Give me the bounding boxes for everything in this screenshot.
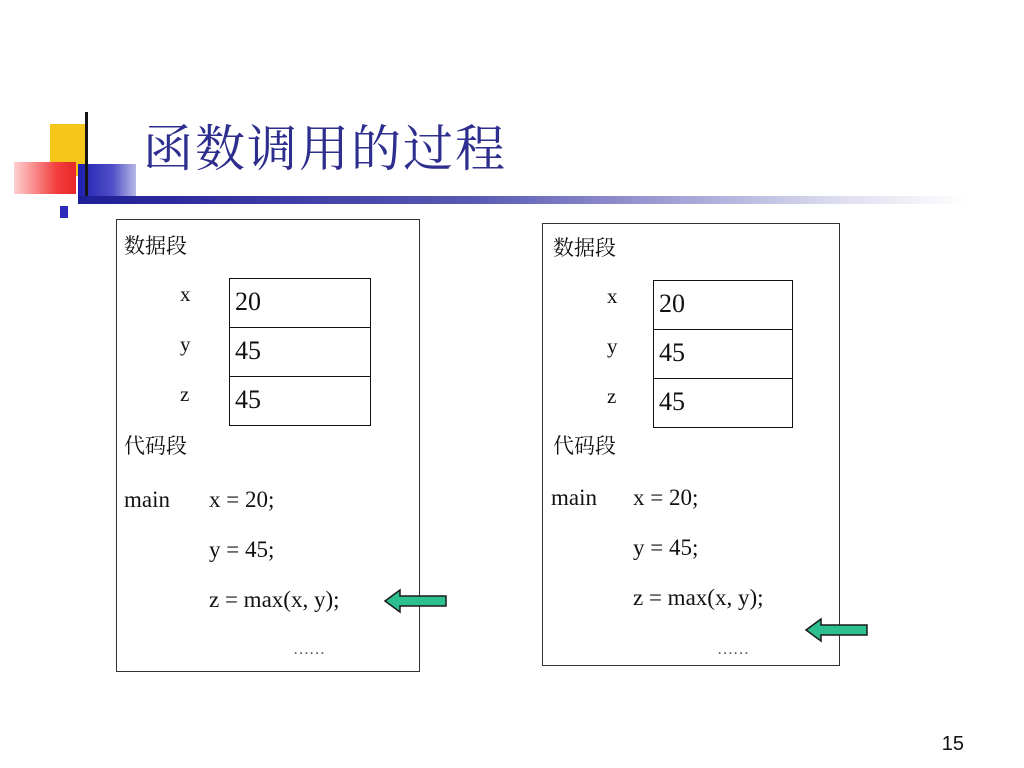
code-line-2: y = 45;	[209, 537, 275, 562]
code-segment-label: 代码段	[124, 434, 187, 458]
title-underline	[78, 196, 968, 204]
code-line-1: x = 20;	[209, 487, 275, 512]
var-name-x: x	[607, 284, 618, 308]
function-name: main	[551, 485, 597, 510]
code-ellipsis: ……	[717, 641, 749, 658]
var-value-y: 45	[229, 327, 371, 377]
code-ellipsis: ……	[293, 641, 325, 658]
memory-panel-left	[116, 219, 420, 672]
var-name-z: z	[607, 384, 617, 408]
data-segment-label: 数据段	[553, 236, 616, 260]
execution-arrow-left	[383, 588, 449, 614]
var-name-y: y	[180, 332, 191, 356]
decor-red-square	[14, 162, 76, 194]
code-line-2: y = 45;	[633, 535, 699, 560]
code-line-3: z = max(x, y);	[633, 585, 764, 610]
var-value-z: 45	[653, 378, 793, 428]
code-line-3: z = max(x, y);	[209, 587, 340, 612]
var-value-z: 45	[229, 376, 371, 426]
decor-small-blue-square	[60, 206, 68, 218]
var-name-z: z	[180, 382, 190, 406]
var-name-x: x	[180, 282, 191, 306]
memory-panel-right	[542, 223, 840, 666]
execution-arrow-right	[804, 617, 870, 643]
data-segment-label: 数据段	[124, 234, 187, 258]
slide-title: 函数调用的过程	[143, 120, 507, 178]
var-value-y: 45	[653, 329, 793, 379]
decor-vertical-line	[85, 112, 88, 202]
var-name-y: y	[607, 334, 618, 358]
page-number: 15	[941, 733, 964, 755]
function-name: main	[124, 487, 170, 512]
var-value-x: 20	[229, 278, 371, 328]
var-value-x: 20	[653, 280, 793, 330]
code-segment-label: 代码段	[553, 434, 616, 458]
code-line-1: x = 20;	[633, 485, 699, 510]
